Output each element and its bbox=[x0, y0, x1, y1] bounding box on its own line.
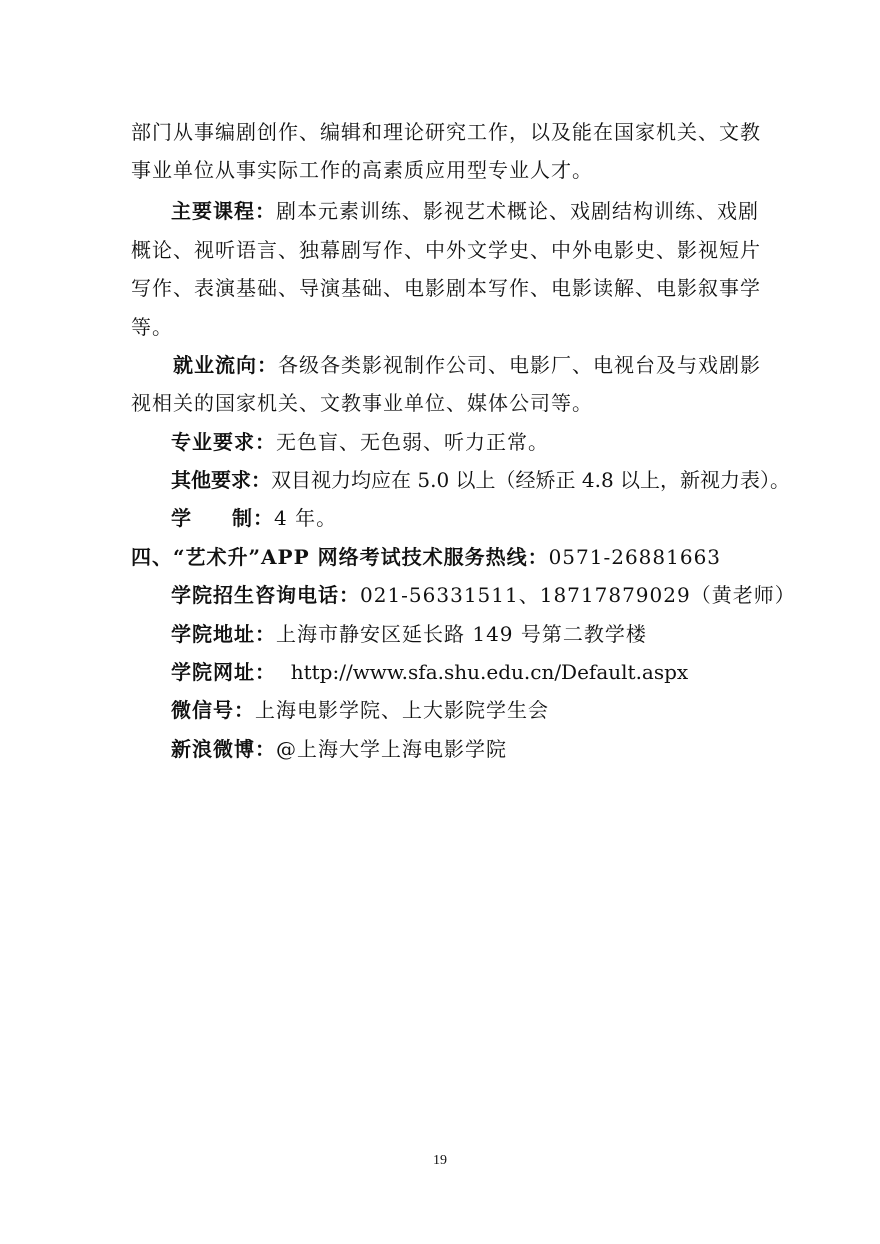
duration-label-a: 学 bbox=[171, 506, 192, 530]
employment-text: 各级各类影视制作公司、电影厂、电视台及与戏剧影 bbox=[278, 353, 761, 377]
paragraph1-line1: 部门从事编剧创作、编辑和理论研究工作，以及能在国家机关、文教 bbox=[131, 120, 761, 144]
paragraph1-line2: 事业单位从事实际工作的高素质应用型专业人才。 bbox=[131, 158, 593, 182]
duration-value: 4 年。 bbox=[274, 506, 338, 530]
address-label: 学院地址： bbox=[171, 622, 276, 646]
other-requirements-label: 其他要求： bbox=[171, 468, 271, 492]
courses-line1 bbox=[171, 197, 759, 225]
other-requirements bbox=[171, 466, 790, 494]
weibo-label: 新浪微博： bbox=[171, 737, 276, 761]
contact-wechat bbox=[171, 696, 549, 724]
employment-label: 就业流向： bbox=[173, 353, 278, 377]
wechat-value: 上海电影学院、上大影院学生会 bbox=[255, 698, 549, 722]
contact-website bbox=[171, 658, 688, 686]
courses-line2: 概论、视听语言、独幕剧写作、中外文学史、中外电影史、影视短片 bbox=[131, 238, 761, 262]
contact-phone bbox=[171, 581, 796, 609]
phone-label: 学院招生咨询电话： bbox=[171, 583, 360, 607]
major-requirements-value: 无色盲、无色弱、听力正常。 bbox=[276, 430, 549, 454]
hotline-value: 0571-26881663 bbox=[548, 545, 722, 569]
employment-line1 bbox=[173, 351, 761, 379]
courses-text: 剧本元素训练、影视艺术概论、戏剧结构训练、戏剧 bbox=[276, 199, 759, 223]
website-link[interactable]: http://www.sfa.shu.edu.cn/Default.aspx bbox=[290, 660, 689, 684]
duration bbox=[171, 504, 337, 532]
major-requirements bbox=[171, 428, 549, 456]
address-value: 上海市静安区延长路 149 号第二教学楼 bbox=[276, 622, 647, 646]
employment-line2: 视相关的国家机关、文教事业单位、媒体公司等。 bbox=[131, 391, 593, 415]
major-requirements-label: 专业要求： bbox=[171, 430, 276, 454]
hotline-label: 四、“艺术升”APP 网络考试技术服务热线： bbox=[131, 545, 549, 569]
duration-label-b: 制： bbox=[232, 506, 274, 530]
phone-value: 021-56331511、18717879029（黄老师） bbox=[360, 583, 796, 607]
courses-line3: 写作、表演基础、导演基础、电影剧本写作、电影读解、电影叙事学 bbox=[131, 276, 761, 300]
contact-weibo bbox=[171, 735, 507, 763]
page-number: 19 bbox=[433, 1153, 447, 1168]
wechat-label: 微信号： bbox=[171, 698, 255, 722]
weibo-value: @上海大学上海电影学院 bbox=[276, 737, 507, 761]
courses-label: 主要课程： bbox=[171, 199, 276, 223]
website-label: 学院网址： bbox=[171, 660, 276, 684]
courses-line4: 等。 bbox=[131, 315, 173, 339]
other-requirements-value: 双目视力均应在 5.0 以上（经矫正 4.8 以上，新视力表）。 bbox=[271, 468, 791, 492]
contact-hotline bbox=[131, 543, 721, 571]
contact-address bbox=[171, 620, 647, 648]
